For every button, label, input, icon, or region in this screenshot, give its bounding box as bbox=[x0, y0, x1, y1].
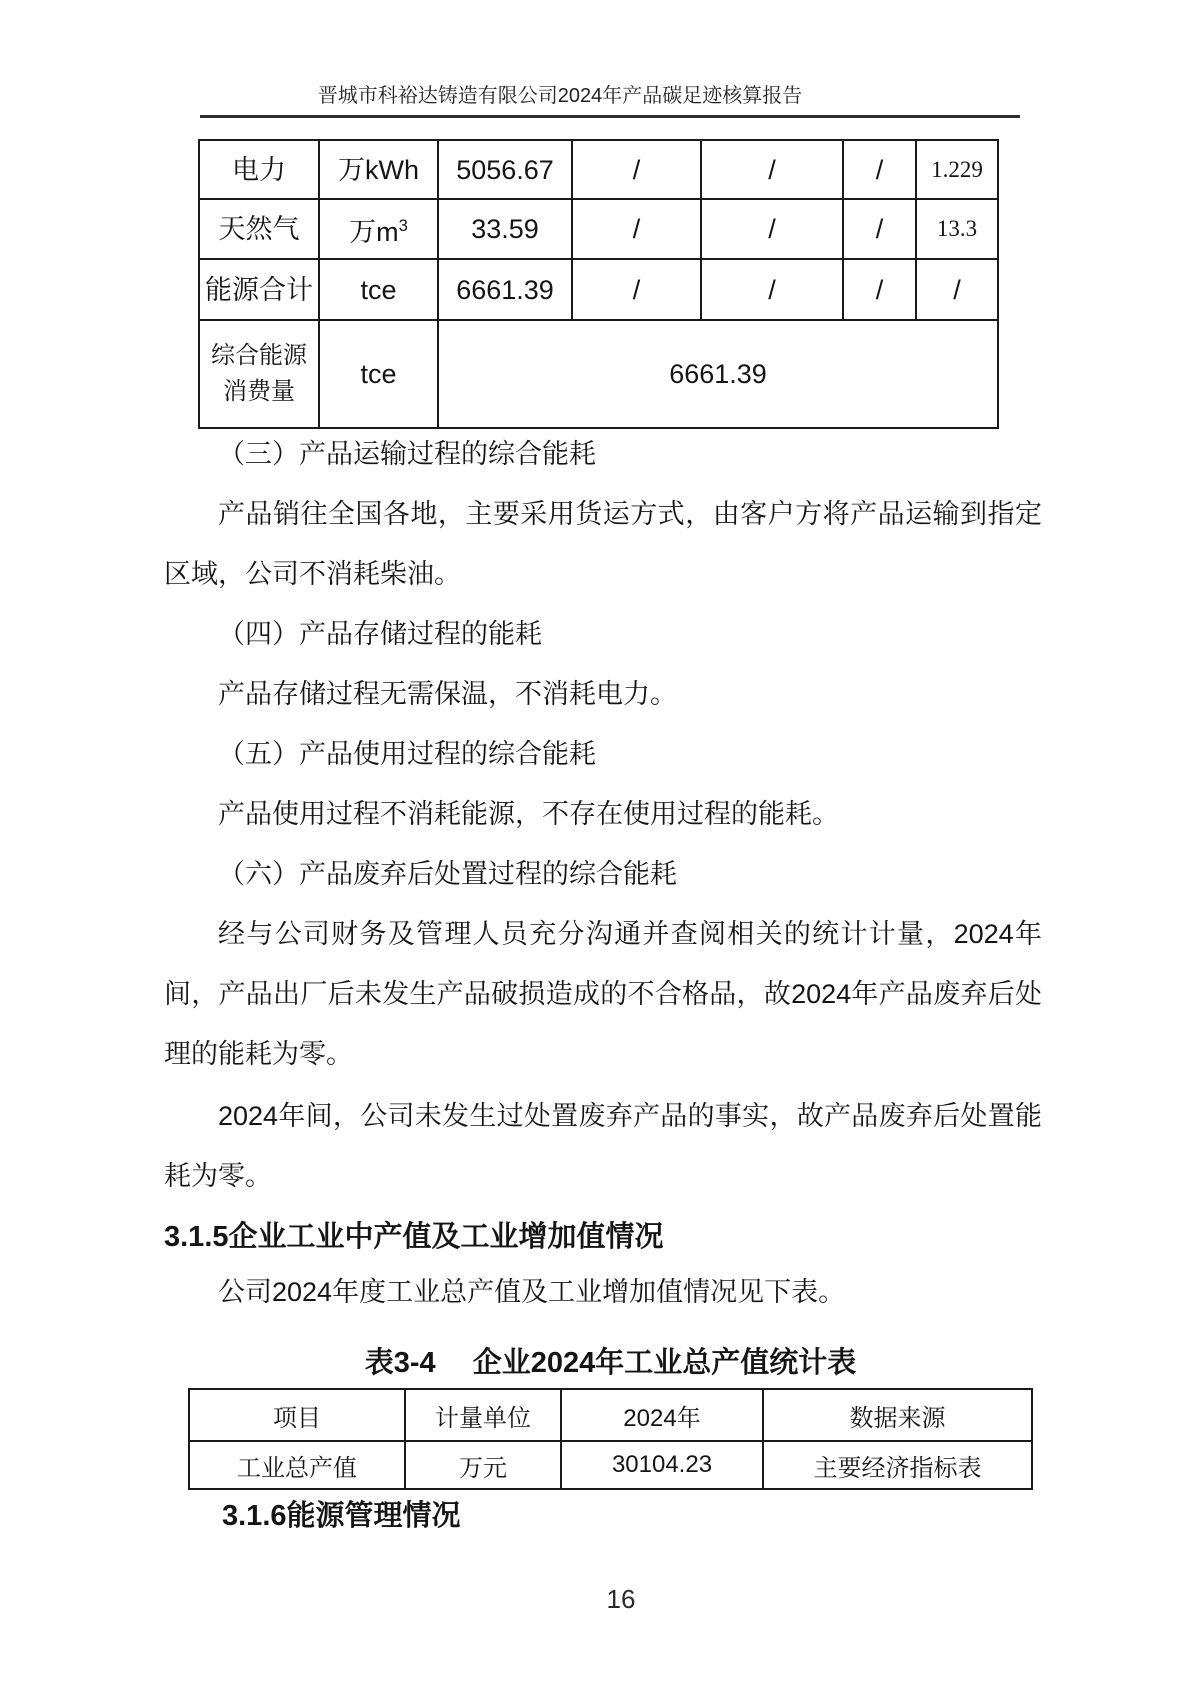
energy-name-cell: 天然气 bbox=[199, 199, 319, 259]
energy-value-cell: 33.59 bbox=[438, 199, 572, 259]
energy-value-cell: 6661.39 bbox=[438, 259, 572, 320]
table-row bbox=[199, 140, 998, 199]
section-4-paragraph: 产品存储过程无需保温，不消耗电力。 bbox=[218, 679, 677, 709]
section-6-paragraph-2: 2024年间，公司未发生过处置废弃产品的事实，故产品废弃后处置能 耗为零。 bbox=[164, 1101, 1042, 1191]
energy-slash-cell: / bbox=[701, 140, 843, 199]
energy-unit-cell bbox=[319, 199, 438, 259]
table-row bbox=[199, 259, 998, 320]
unit-superscript: 3 bbox=[398, 216, 408, 235]
energy-unit-cell: tce bbox=[319, 259, 438, 320]
energy-name-cell: 电力 bbox=[199, 140, 319, 199]
page-header-title: 晋城市科裕达铸造有限公司2024年产品碳足迹核算报告 bbox=[317, 85, 803, 107]
output-unit-cell: 万元 bbox=[405, 1441, 561, 1489]
energy-slash-cell: / bbox=[572, 259, 701, 320]
table-header-row bbox=[189, 1389, 1032, 1441]
energy-total-value-cell: 6661.39 bbox=[438, 320, 998, 428]
section-heading-4: （四）产品存储过程的能耗 bbox=[218, 619, 542, 649]
column-header: 计量单位 bbox=[405, 1389, 561, 1441]
energy-factor-cell: 1.229 bbox=[916, 140, 998, 199]
energy-slash-cell: / bbox=[572, 140, 701, 199]
energy-unit-cell: 万kWh bbox=[319, 140, 438, 199]
table-3-4-caption: 表3-4 企业2024年工业总产值统计表 bbox=[364, 1347, 857, 1379]
energy-slash-cell: / bbox=[572, 199, 701, 259]
column-header: 2024年 bbox=[561, 1389, 763, 1441]
output-value-table bbox=[188, 1388, 1033, 1490]
energy-name-cell: 综合能源消费量 bbox=[199, 320, 319, 428]
output-source-cell: 主要经济指标表 bbox=[763, 1441, 1032, 1489]
energy-slash-cell: / bbox=[701, 199, 843, 259]
energy-consumption-table bbox=[198, 139, 999, 429]
table-row bbox=[199, 199, 998, 259]
output-value-cell: 30104.23 bbox=[561, 1441, 763, 1489]
energy-slash-cell: / bbox=[701, 259, 843, 320]
column-header: 数据来源 bbox=[763, 1389, 1032, 1441]
page-number: 16 bbox=[606, 1584, 636, 1614]
column-header: 项目 bbox=[189, 1389, 405, 1441]
section-3-paragraph: 产品销往全国各地，主要采用货运方式，由客户方将产品运输到指定 区域，公司不消耗柴油。 bbox=[164, 499, 1042, 589]
energy-slash-cell: / bbox=[843, 140, 916, 199]
energy-slash-cell: / bbox=[843, 199, 916, 259]
section-heading-5: （五）产品使用过程的综合能耗 bbox=[218, 739, 596, 769]
output-item-cell: 工业总产值 bbox=[189, 1441, 405, 1489]
section-heading-6: （六）产品废弃后处置过程的综合能耗 bbox=[218, 859, 677, 889]
table-row bbox=[189, 1441, 1032, 1489]
energy-slash-cell: / bbox=[843, 259, 916, 320]
header-rule bbox=[200, 115, 1020, 118]
paragraph-3-1-5: 公司2024年度工业总产值及工业增加值情况见下表。 bbox=[218, 1277, 846, 1307]
heading-3-1-6: 3.1.6能源管理情况 bbox=[222, 1500, 461, 1532]
table-row-total bbox=[199, 320, 998, 428]
section-5-paragraph: 产品使用过程不消耗能源，不存在使用过程的能耗。 bbox=[218, 799, 839, 829]
section-6-paragraph-1: 经与公司财务及管理人员充分沟通并查阅相关的统计计量，2024年 间，产品出厂后未发生产品破损造成的不合格品，故2024年产品废弃后处 理的能耗为零。 bbox=[164, 919, 1042, 1069]
energy-factor-cell: 13.3 bbox=[916, 199, 998, 259]
energy-name-cell: 能源合计 bbox=[199, 259, 319, 320]
heading-3-1-5: 3.1.5企业工业中产值及工业增加值情况 bbox=[164, 1221, 664, 1253]
energy-slash-cell: / bbox=[916, 259, 998, 320]
unit-base: 万m bbox=[349, 217, 399, 247]
energy-unit-cell: tce bbox=[319, 320, 438, 428]
section-heading-3: （三）产品运输过程的综合能耗 bbox=[218, 439, 596, 469]
energy-value-cell: 5056.67 bbox=[438, 140, 572, 199]
